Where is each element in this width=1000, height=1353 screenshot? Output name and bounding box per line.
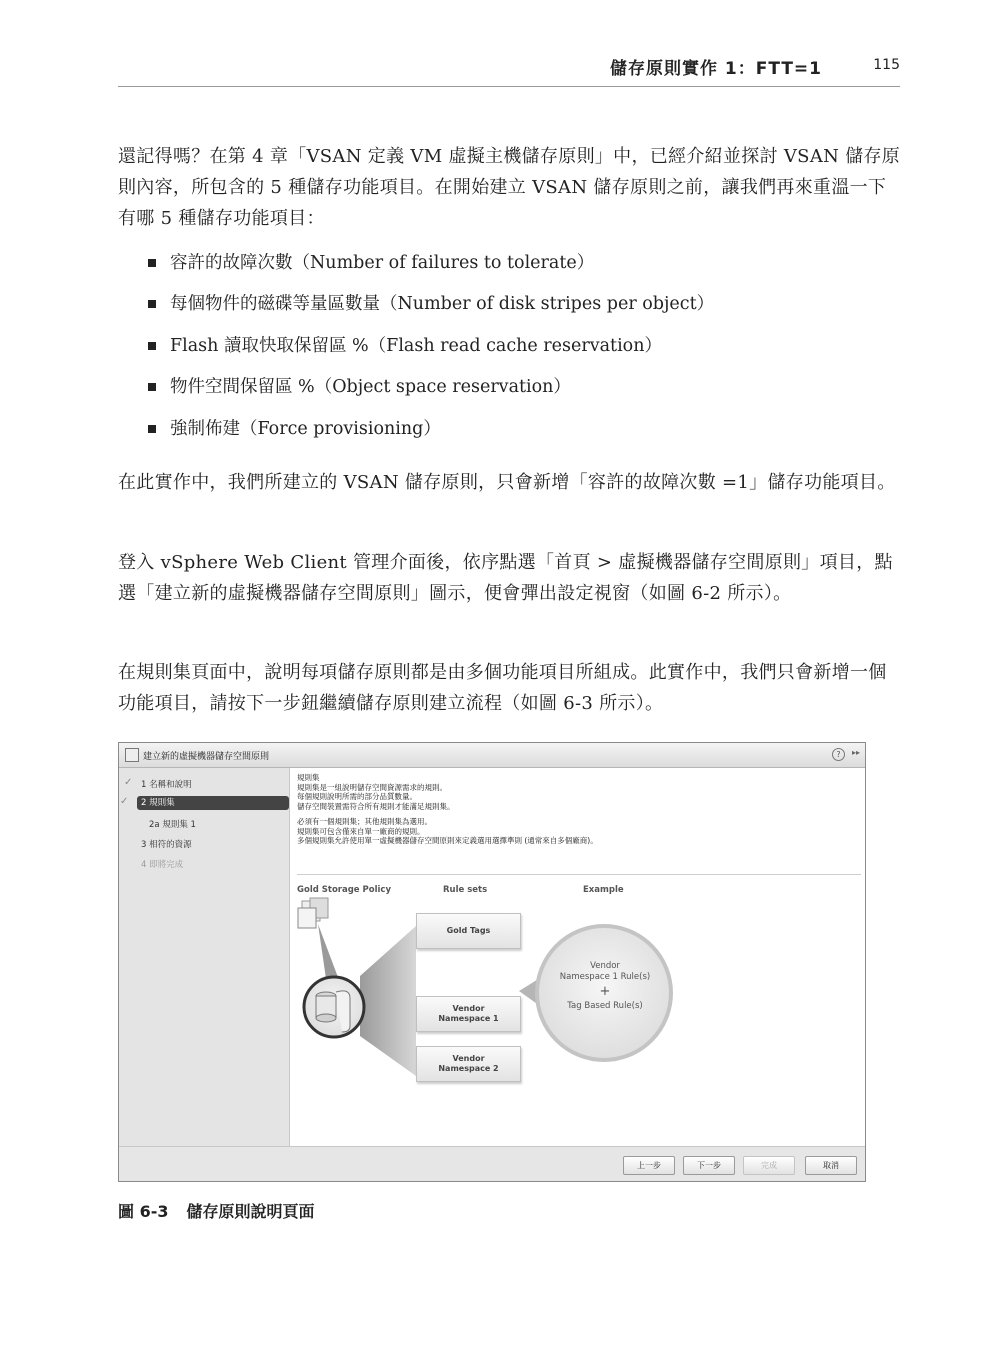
figure-number: 圖 6-3 — [118, 1202, 169, 1221]
wizard-footer — [119, 1146, 865, 1181]
paragraph-login: 登入 vSphere Web Client 管理介面後，依序點選「首頁 > 虛擬機器儲存空間原則」項目，點選「建立新的虛擬機器儲存空間原則」圖示，便會彈出設定視窗（如圖 6-2 所示）。 — [118, 552, 893, 604]
ruleset-description — [297, 773, 598, 846]
fan-shape — [360, 926, 416, 1076]
next-button[interactable]: 下一步 — [683, 1156, 735, 1175]
bullet-square-icon — [148, 300, 156, 308]
description-line: 規則集可包含僅來自單一廠商的規則。 — [297, 826, 425, 836]
figure-title: 儲存原則說明頁面 — [186, 1202, 315, 1221]
step-matching-resources[interactable]: 3 相符的資源 — [141, 840, 192, 850]
wizard-main — [290, 768, 865, 1146]
description-line: 多個規則集允許使用單一虛擬機器儲存空間原則來定義選用選擇準則 (通常來自多個廠商)。 — [297, 836, 598, 845]
paragraph-intro: 還記得嗎？在第 4 章「VSAN 定義 VM 虛擬主機儲存原則」中，已經介紹並探討 VSAN 儲存原則內容，所包含的 5 種儲存功能項目。在開始建立 VSAN 儲存原則之前，讓我們再來重溫一下有哪 5 種儲存功能項目： — [118, 146, 901, 229]
bullet-square-icon — [148, 425, 156, 433]
description-line: 必須有一個規則集；其他規則集為選用。 — [297, 817, 432, 826]
running-head — [118, 50, 900, 87]
cancel-button[interactable]: 取消 — [805, 1156, 857, 1175]
back-button[interactable]: 上一步 — [623, 1156, 675, 1175]
help-icon[interactable]: ? — [832, 748, 845, 761]
paragraph-ruleset: 在規則集頁面中，說明每項儲存原則都是由多個功能項目所組成。此實作中，我們只會新增一個功能項目，請按下一步鈕繼續儲存原則建立流程（如圖 6-3 所示）。 — [118, 662, 887, 714]
list-item: Flash 讀取快取保留區 %（Flash read cache reservation） — [148, 331, 714, 372]
wizard-steps — [119, 768, 290, 1146]
chapter-title: 儲存原則實作 1：FTT=1 — [609, 59, 822, 79]
step-name-description[interactable]: ✓ 1 名稱和說明 — [141, 778, 192, 790]
step-ready-to-complete: 4 即將完成 — [141, 860, 184, 870]
storage-policy-wizard-screenshot — [118, 742, 866, 1182]
example-text: Vendor Namespace 1 Rule(s) + Tag Based Rule(s) — [559, 961, 651, 1011]
column-rule-sets: Rule sets — [443, 885, 488, 895]
wizard-title-bar — [119, 743, 865, 768]
ruleset-vendor-namespace-2: Vendor Namespace 2 — [416, 1046, 521, 1082]
bullet-square-icon — [148, 342, 156, 350]
list-item: 每個物件的磁碟等量區數量（Number of disk stripes per object） — [148, 289, 714, 330]
ruleset-gold-tags: Gold Tags — [416, 913, 521, 949]
capability-list — [148, 248, 714, 455]
bullet-square-icon — [148, 259, 156, 267]
description-line: 儲存空間裝置需符合所有規則才能滿足規則集。 — [297, 801, 455, 811]
divider — [297, 874, 861, 875]
ruleset-vendor-namespace-1: Vendor Namespace 1 — [416, 996, 521, 1032]
list-item: 容許的故障次數（Number of failures to tolerate） — [148, 248, 714, 289]
wizard-title: 建立新的虛擬機器儲存空間原則 — [143, 752, 270, 762]
description-line: 每個規則說明所需的部分品質數量。 — [297, 792, 417, 801]
bullet-square-icon — [148, 383, 156, 391]
step-rule-sets[interactable]: ✓ 2 規則集 — [137, 796, 289, 810]
paragraph-ftt: 在此實作中，我們所建立的 VSAN 儲存原則，只會新增「容許的故障次數 =1」儲存功能項目。 — [118, 472, 896, 493]
column-example: Example — [583, 885, 624, 895]
policy-doc-icon — [298, 908, 316, 928]
expand-icon[interactable]: ▸▸ — [851, 748, 860, 757]
figure-caption — [118, 1199, 333, 1222]
policy-icon — [125, 748, 139, 762]
finish-button: 完成 — [743, 1156, 795, 1175]
description-title: 規則集 — [297, 773, 320, 782]
page-number: 115 — [873, 57, 900, 73]
description-line: 規則集是一組說明儲存空間資源需求的規則。 — [297, 782, 447, 792]
column-gold-storage-policy: Gold Storage Policy — [297, 885, 392, 895]
step-rule-set-1[interactable]: 2a 規則集 1 — [149, 820, 196, 830]
list-item: 物件空間保留區 %（Object space reservation） — [148, 372, 714, 413]
list-item: 強制佈建（Force provisioning） — [148, 414, 714, 455]
